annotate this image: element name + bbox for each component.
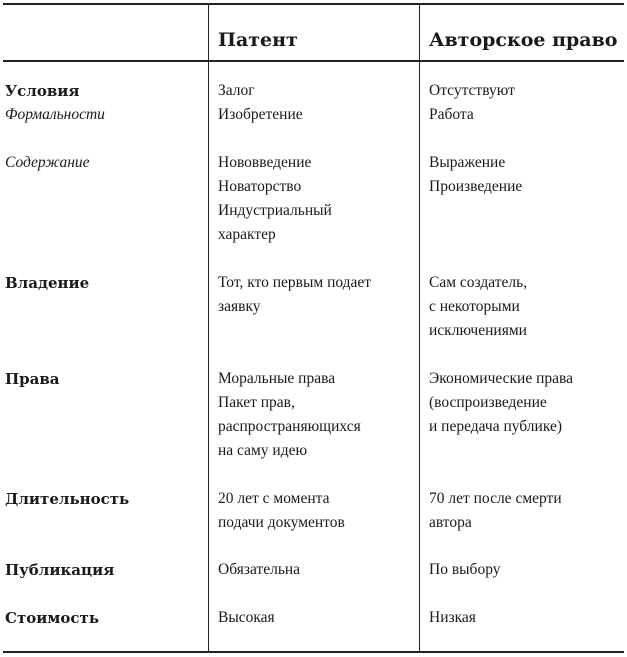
header-patent: Патент — [218, 29, 298, 51]
row-label: Содержание — [5, 154, 90, 171]
row-label: Публикация — [5, 561, 115, 579]
patent-cell: 20 лет с момента подачи документов — [218, 490, 345, 531]
row-label: Условия Формальности — [5, 82, 105, 123]
copyright-cell: 70 лет после смерти автора — [429, 490, 562, 531]
patent-cell: Обязательна — [218, 561, 301, 578]
copyright-cell: Отсутствуют Работа — [429, 82, 515, 123]
patent-cell: Залог Изобретение — [218, 82, 303, 123]
row-label: Права — [5, 370, 60, 388]
copyright-cell: По выбору — [429, 561, 501, 578]
patent-cell: Высокая — [218, 609, 275, 626]
copyright-cell: Сам создатель, с некоторыми исключениями — [429, 274, 528, 339]
comparison-table — [3, 3, 624, 653]
row-label: Длительность — [5, 490, 130, 508]
table-header — [3, 5, 624, 62]
patent-cell: Нововведение Новаторство Индустриальный характер — [218, 154, 332, 243]
patent-cell: Тот, кто первым подает заявку — [218, 274, 372, 315]
column-divider — [208, 5, 209, 651]
copyright-cell: Низкая — [429, 609, 476, 626]
row-label: Стоимость — [5, 609, 100, 627]
copyright-cell: Выражение Произведение — [429, 154, 523, 195]
row-label: Владение — [5, 274, 90, 292]
column-divider — [419, 5, 420, 651]
patent-cell: Моральные права Пакет прав, распространяющихся на саму идею — [218, 370, 361, 459]
header-copyright: Авторское право — [429, 29, 618, 51]
copyright-cell: Экономические права (воспроизведение и передача публике) — [429, 370, 574, 435]
